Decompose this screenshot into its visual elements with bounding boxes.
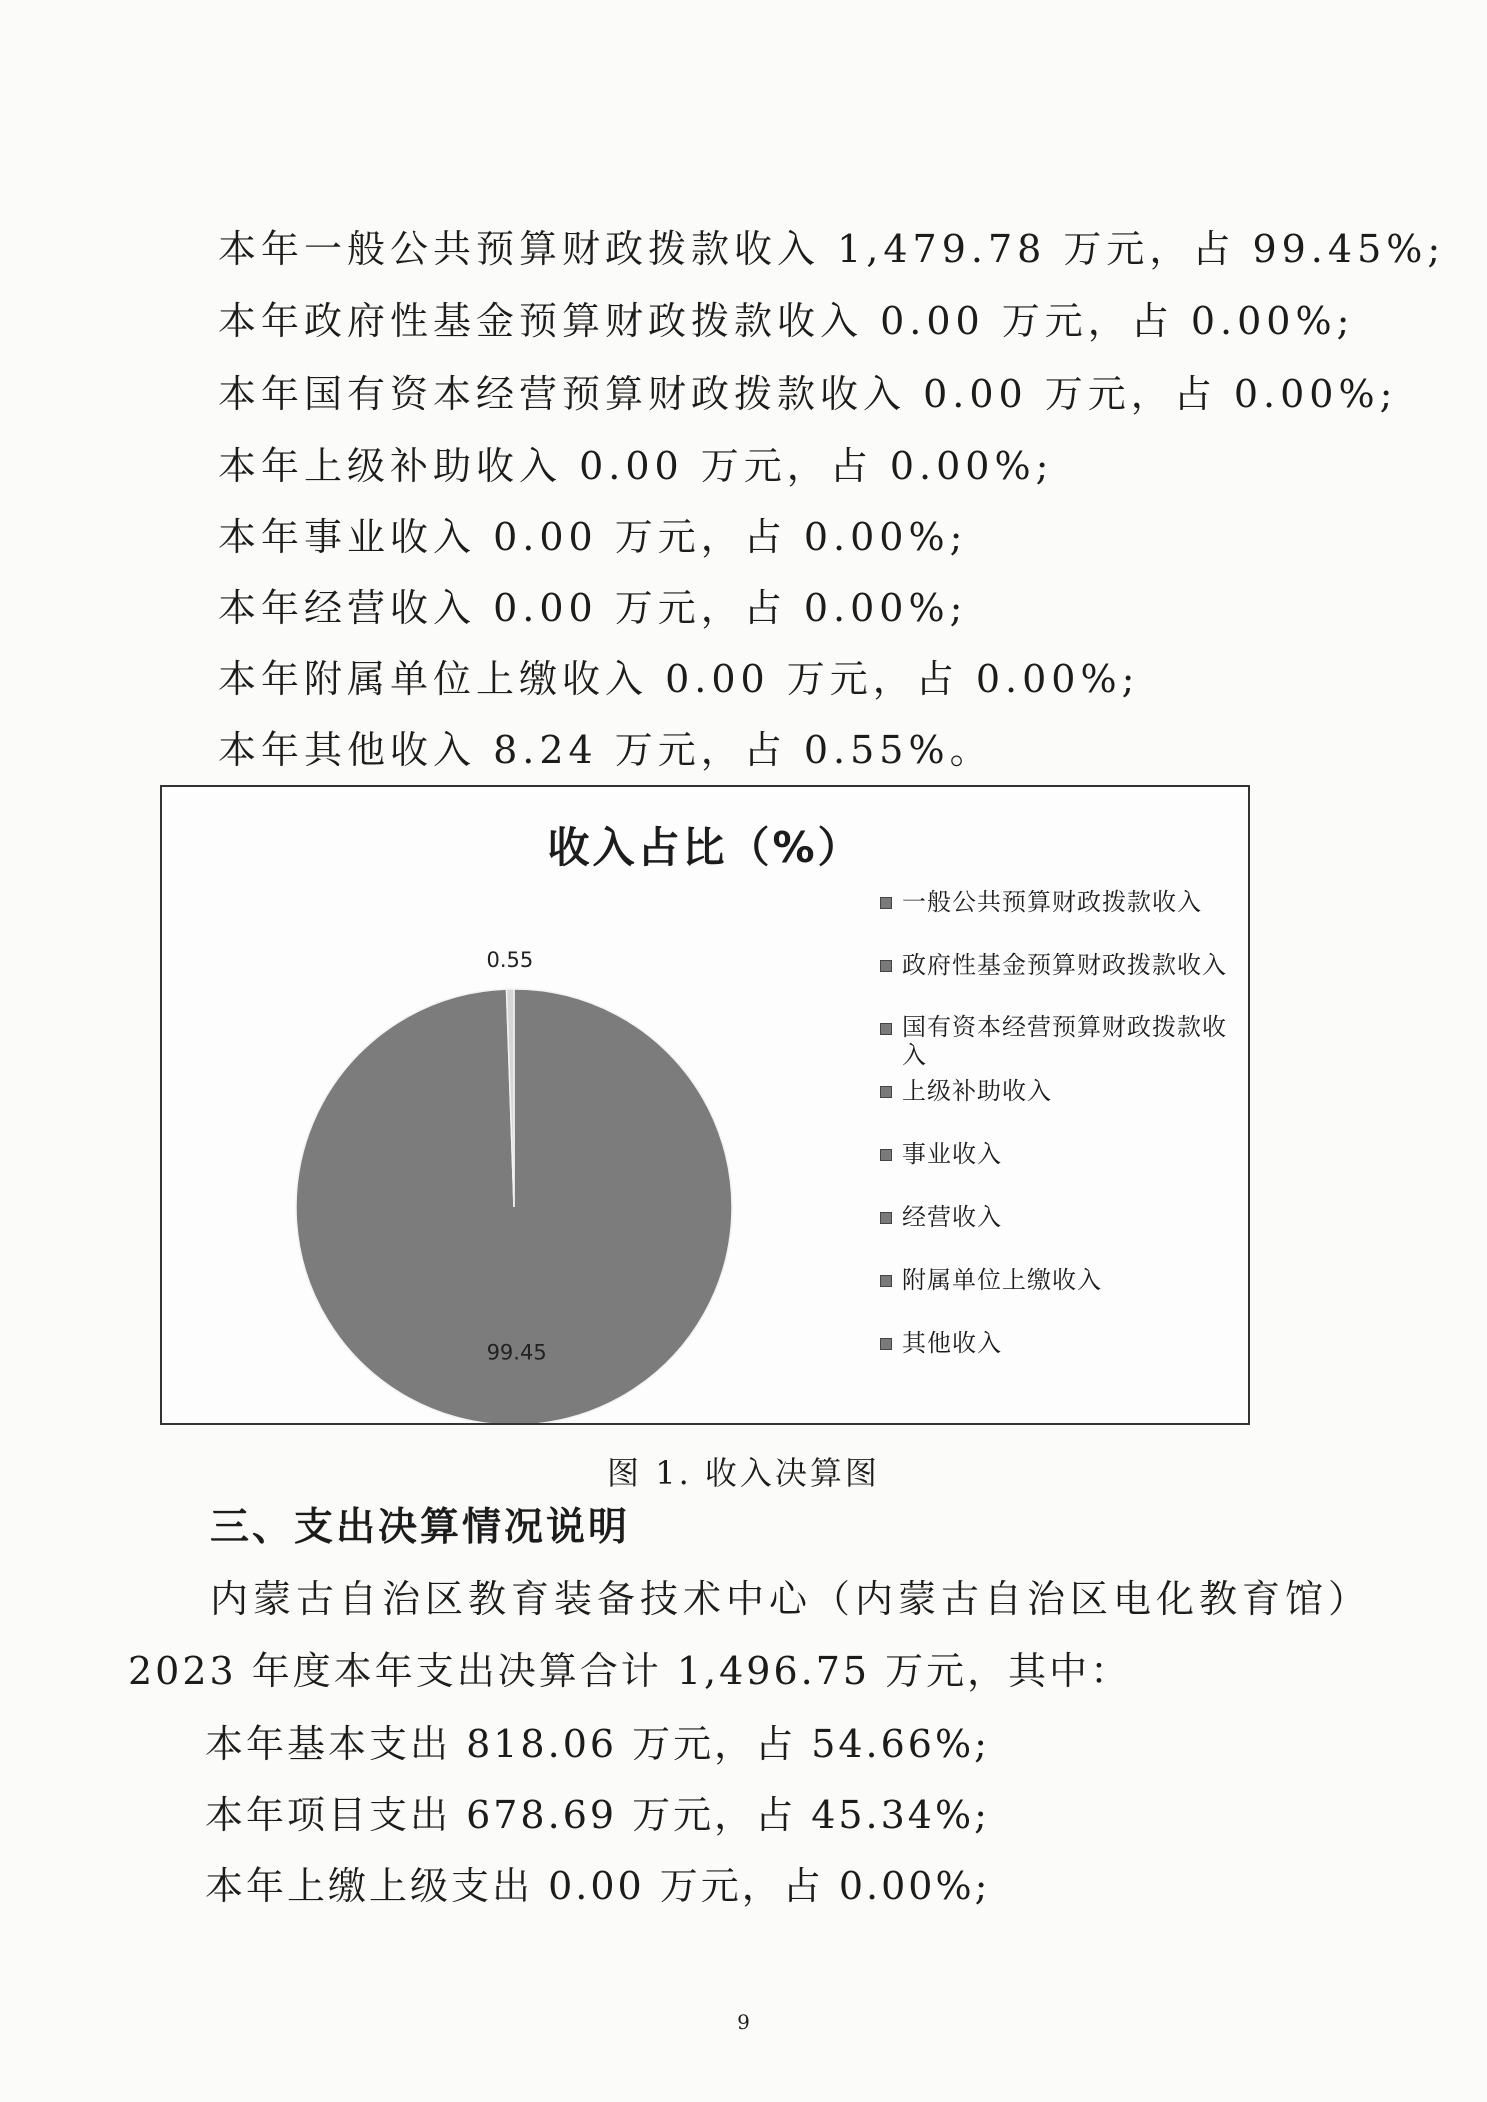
income-line-business: 本年事业收入 0.00 万元，占 0.00%; <box>218 515 968 559</box>
legend-item <box>880 1139 1240 1202</box>
legend-item <box>880 1202 1240 1265</box>
legend-swatch <box>880 1338 892 1350</box>
legend-label: 经营收入 <box>902 1203 1002 1231</box>
legend-label: 事业收入 <box>902 1140 1002 1168</box>
legend-swatch <box>880 1149 892 1161</box>
chart-legend <box>880 887 1240 1391</box>
income-line-superior-subsidy: 本年上级补助收入 0.00 万元，占 0.00%; <box>218 444 1054 488</box>
expense-intro-line-2: 2023 年度本年支出决算合计 1,496.75 万元，其中： <box>128 1649 1132 1693</box>
income-line-operating: 本年经营收入 0.00 万元，占 0.00%; <box>218 586 968 630</box>
page-number: 9 <box>737 2010 750 2034</box>
legend-swatch <box>880 1086 892 1098</box>
income-line-government-fund: 本年政府性基金预算财政拨款收入 0.00 万元，占 0.00%; <box>218 299 1355 343</box>
legend-label: 上级补助收入 <box>902 1077 1052 1105</box>
income-line-general-budget: 本年一般公共预算财政拨款收入 1,479.78 万元，占 99.45%; <box>218 227 1446 271</box>
section-heading: 三、支出决算情况说明 <box>210 1505 631 1550</box>
expense-intro-line-1: 内蒙古自治区教育装备技术中心（内蒙古自治区电化教育馆） <box>210 1577 1372 1621</box>
legend-item <box>880 1013 1240 1076</box>
legend-item <box>880 1328 1240 1391</box>
legend-swatch <box>880 1212 892 1224</box>
legend-item <box>880 887 1240 950</box>
legend-label: 国有资本经营预算财政拨款收入 <box>902 1013 1227 1069</box>
legend-label: 附属单位上缴收入 <box>902 1266 1102 1294</box>
income-line-affiliated-units: 本年附属单位上缴收入 0.00 万元，占 0.00%; <box>218 657 1140 701</box>
figure-caption: 图 1. 收入决算图 <box>607 1454 880 1492</box>
income-line-other: 本年其他收入 8.24 万元，占 0.55%。 <box>218 728 993 772</box>
legend-label: 一般公共预算财政拨款收入 <box>902 888 1202 916</box>
legend-swatch <box>880 897 892 909</box>
legend-item <box>880 950 1240 1013</box>
income-line-state-capital: 本年国有资本经营预算财政拨款收入 0.00 万元，占 0.00%; <box>218 372 1398 416</box>
legend-swatch <box>880 1023 892 1035</box>
pie-data-label: 0.55 <box>486 948 534 973</box>
legend-item <box>880 1076 1240 1139</box>
legend-item <box>880 1265 1240 1328</box>
expense-line-basic: 本年基本支出 818.06 万元，占 54.66%; <box>205 1722 990 1766</box>
pie-data-label: 99.45 <box>486 1340 547 1365</box>
income-pie-chart <box>160 785 1250 1425</box>
legend-swatch <box>880 1275 892 1287</box>
legend-swatch <box>880 960 892 972</box>
legend-label: 政府性基金预算财政拨款收入 <box>902 951 1227 979</box>
expense-line-remit-superior: 本年上缴上级支出 0.00 万元，占 0.00%; <box>205 1864 991 1908</box>
chart-title: 收入占比（%） <box>547 823 863 872</box>
legend-label: 其他收入 <box>902 1329 1002 1357</box>
expense-line-project: 本年项目支出 678.69 万元，占 45.34%; <box>205 1793 990 1837</box>
